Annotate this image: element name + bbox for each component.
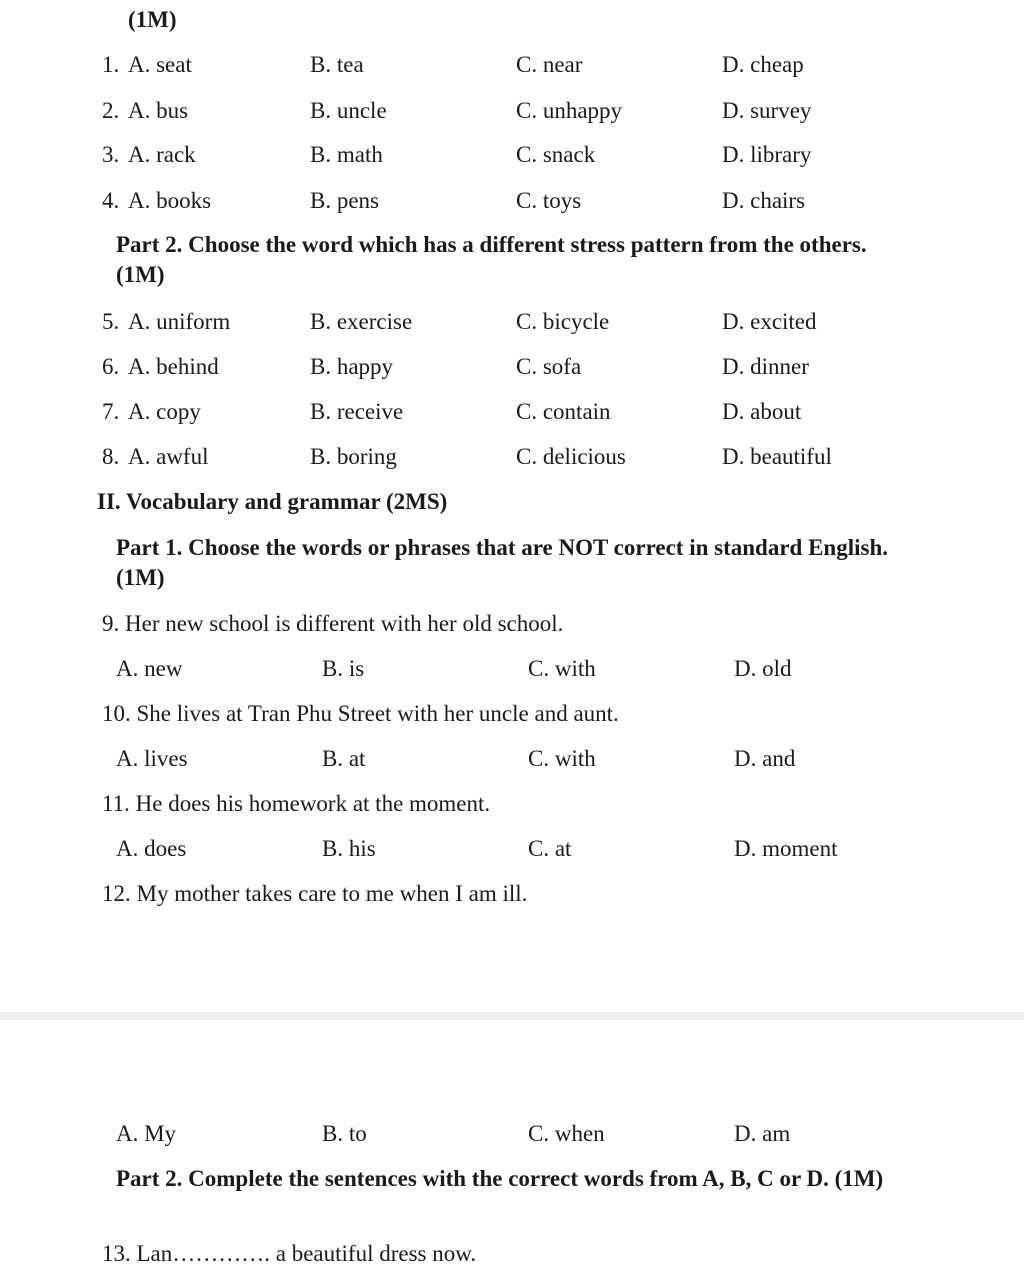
option-c: C. when [528, 1121, 605, 1146]
option-b: B. his [322, 836, 376, 861]
option-a: A. copy [128, 399, 201, 424]
option-d: D. and [734, 746, 796, 771]
option-a: A. books [128, 188, 212, 213]
option-c: C. contain [516, 399, 611, 424]
option-d: D. moment [734, 836, 838, 861]
page-break [0, 1012, 1024, 1020]
question-stem: 11. He does his homework at the moment. [102, 791, 491, 816]
option-c: C. delicious [516, 444, 626, 469]
option-c: C. sofa [516, 354, 582, 379]
section-points-marker: (1M) [128, 7, 177, 32]
option-a: A. lives [116, 746, 188, 771]
section-heading: II. Vocabulary and grammar (2MS) [97, 489, 448, 514]
question-stem: 9. Her new school is different with her old school. [102, 611, 564, 636]
option-c: C. bicycle [516, 309, 610, 334]
part2-stress-heading: Part 2. Choose the word which has a different stress pattern from the others. (1M) [116, 232, 867, 287]
option-b: B. math [310, 142, 383, 167]
part1-error-heading: Part 1. Choose the words or phrases that are NOT correct in standard English. (1M) [116, 535, 888, 590]
option-b: B. boring [310, 444, 397, 469]
question-number: 8. [102, 444, 120, 469]
option-c: C. near [516, 52, 583, 77]
option-b: B. pens [310, 188, 379, 213]
option-c: C. toys [516, 188, 582, 213]
option-b: B. exercise [310, 309, 413, 334]
option-b: B. happy [310, 354, 394, 379]
option-d: D. cheap [722, 52, 804, 77]
question-number: 5. [102, 309, 120, 334]
option-d: D. old [734, 656, 792, 681]
option-b: B. uncle [310, 98, 387, 123]
option-b: B. tea [310, 52, 364, 77]
option-c: C. with [528, 746, 596, 771]
option-c: C. snack [516, 142, 596, 167]
option-d: D. excited [722, 309, 817, 334]
option-c: C. at [528, 836, 572, 861]
option-a: A. rack [128, 142, 196, 167]
option-a: A. behind [128, 354, 219, 379]
option-a: A. new [116, 656, 183, 681]
option-a: A. seat [128, 52, 192, 77]
option-b: B. at [322, 746, 366, 771]
option-a: A. awful [128, 444, 209, 469]
question-number: 4. [102, 188, 120, 213]
option-a: A. bus [128, 98, 189, 123]
option-d: D. dinner [722, 354, 809, 379]
option-c: C. unhappy [516, 98, 623, 123]
question-number: 1. [102, 52, 120, 77]
question-number: 7. [102, 399, 120, 424]
question-stem: 12. My mother takes care to me when I am ill. [102, 881, 528, 906]
option-d: D. library [722, 142, 812, 167]
option-a: A. My [116, 1121, 177, 1146]
option-d: D. am [734, 1121, 791, 1146]
option-b: B. receive [310, 399, 404, 424]
question-stem: 10. She lives at Tran Phu Street with her uncle and aunt. [102, 701, 619, 726]
option-d: D. chairs [722, 188, 806, 213]
question-number: 3. [102, 142, 120, 167]
option-a: A. uniform [128, 309, 231, 334]
option-d: D. survey [722, 98, 812, 123]
question-stem: 13. Lan…………. a beautiful dress now. [102, 1241, 477, 1266]
part2-complete-heading: Part 2. Complete the sentences with the correct words from A, B, C or D. (1M) [116, 1166, 884, 1191]
question-number: 2. [102, 98, 120, 123]
option-b: B. to [322, 1121, 367, 1146]
question-number: 6. [102, 354, 120, 379]
option-d: D. about [722, 399, 802, 424]
option-a: A. does [116, 836, 187, 861]
option-b: B. is [322, 656, 365, 681]
option-d: D. beautiful [722, 444, 832, 469]
option-c: C. with [528, 656, 596, 681]
